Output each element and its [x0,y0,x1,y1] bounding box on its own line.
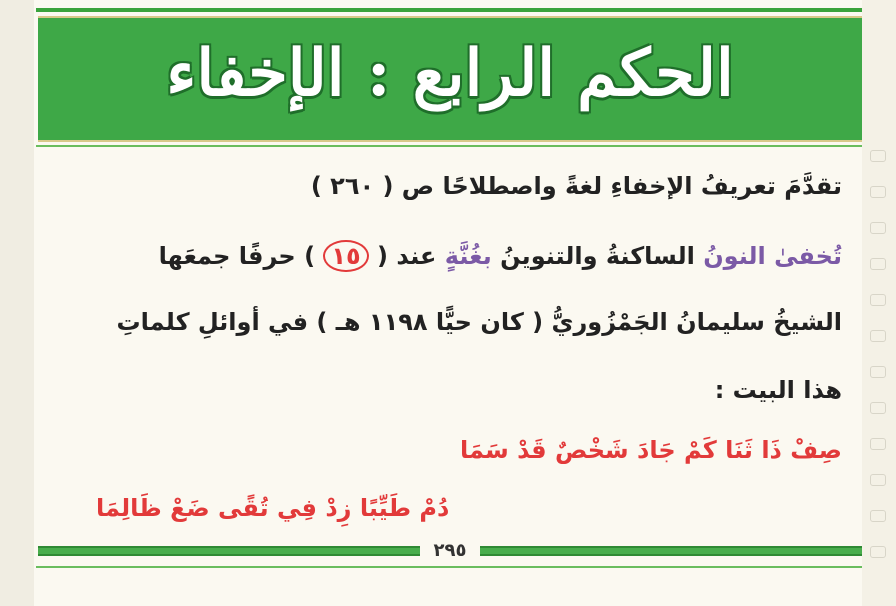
text-line-2 [159,240,842,272]
verse2-word-2: طَيِّبًا [359,494,412,522]
verse2-word-6: ضَعْ [170,494,210,522]
binding-hole [870,366,886,378]
letters-count: ١٥ [323,240,368,272]
word-bighunna: بغُنَّةٍ [444,242,492,270]
binding-hole [870,510,886,522]
verse2-word-7: ظَالِمَا [96,494,162,522]
bottom-rule [36,566,862,568]
word-alnun: النونُ [703,242,766,270]
binding-hole [870,294,886,306]
chapter-banner [38,16,862,142]
verse1-word-8: سَمَا [460,436,509,464]
banner-bottom-rule [36,145,862,147]
verse2-word-5: تُقًى [218,494,269,522]
verse1-word-5: جَادَ [637,436,676,464]
binding-margin [868,150,888,582]
text-line-3: الشيخُ سليمانُ الجَمْزُوريُّ ( كان حيًّا ١١٩٨ هـ ) في أوائلِ كلماتِ [116,308,842,336]
footer-rule-right [472,546,862,556]
verse-line-1 [460,436,842,464]
binding-hole [870,546,886,558]
binding-hole [870,438,886,450]
word-tukhfa: تُخفىٰ [774,242,842,270]
binding-hole [870,402,886,414]
word-inda: عند ( [377,242,437,270]
verse1-word-1: صِفْ [790,436,842,464]
verse1-word-6: شَخْصٌ [555,436,629,464]
binding-hole [870,186,886,198]
verse2-word-4: فِي [276,494,317,522]
word-harfan: ) حرفًا جمعَها [158,242,316,270]
footer-rule-left [38,546,428,556]
binding-hole [870,474,886,486]
verse1-word-3: ثَنَا [725,436,753,464]
binding-hole [870,150,886,162]
page-left-margin [0,0,34,606]
text-line-4: هذا البيت : [714,376,842,404]
top-rule [36,8,862,12]
word-sakina: الساكنةُ والتنوينُ [500,242,695,270]
binding-hole [870,222,886,234]
verse1-word-2: ذَا [761,436,782,464]
binding-hole [870,330,886,342]
verse2-word-3: زِدْ [325,494,352,522]
text-line-1: تقدَّمَ تعريفُ الإخفاءِ لغةً واصطلاحًا ص ( ٢٦٠ ) [310,172,842,200]
chapter-title: الحكم الرابع : الإخفاء [166,36,734,111]
verse-line-2 [96,494,449,522]
verse1-word-4: كَمْ [683,436,717,464]
page-number: ٢٩٥ [420,540,480,561]
verse1-word-7: قَدْ [517,436,547,464]
verse2-word-1: دُمْ [419,494,450,522]
binding-hole [870,258,886,270]
